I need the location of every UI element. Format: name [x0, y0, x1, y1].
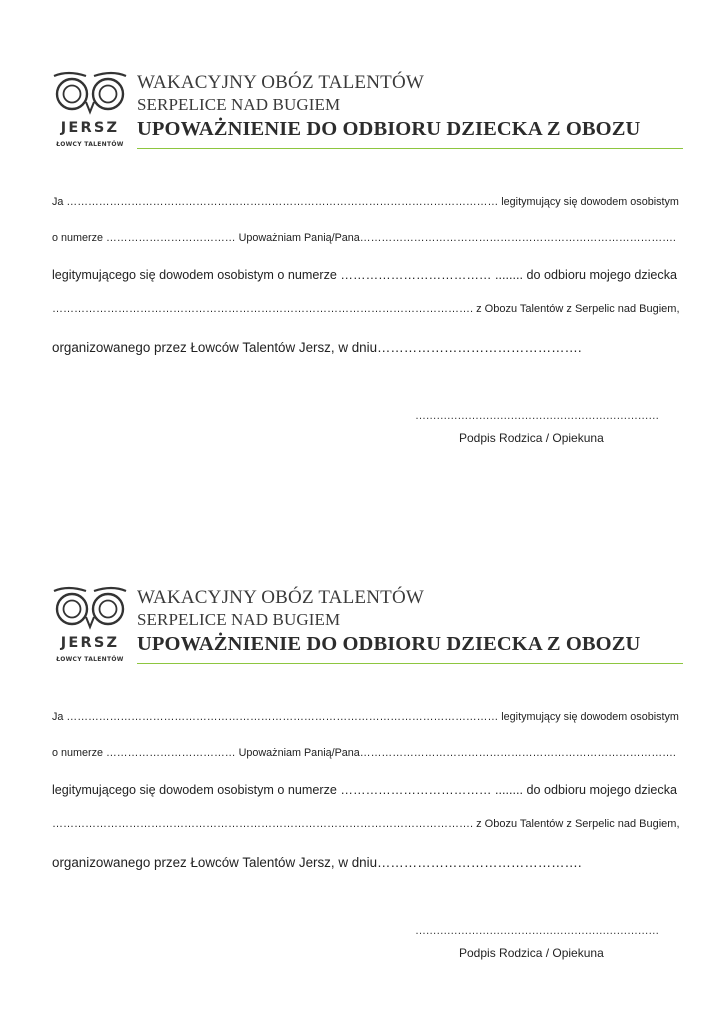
camp-location: SERPELICE NAD BUGIEM — [137, 610, 341, 629]
owl-eyes-icon — [52, 68, 128, 120]
form-line-parent-name: Ja ………………………………………………………………………………………………………… legitymujący się dowodem osobistym — [52, 196, 679, 208]
owl-eyes-icon — [52, 583, 128, 635]
camp-name: WAKACYJNY OBÓZ TALENTÓW — [137, 587, 424, 608]
form-line-id-number: legitymującego się dowodem osobistym o numerze ……………………………… ........ do odbioru mojego dziecka — [52, 783, 678, 797]
signature-line: …………………………………………………………… — [415, 925, 659, 937]
authorization-form-1 — [0, 0, 725, 460]
form-title: UPOWAŻNIENIE DO ODBIORU DZIECKA Z OBOZU — [137, 633, 641, 655]
jersz-logo — [52, 583, 128, 669]
signature-label: Podpis Rodzica / Opiekuna — [459, 946, 604, 960]
form-line-child-name: ……………………………………………………………………………………………………. z Obozu Talentów z Serpelic nad Bugiem, — [52, 303, 680, 315]
camp-name: WAKACYJNY OBÓZ TALENTÓW — [137, 72, 424, 93]
authorization-form-2 — [0, 515, 725, 975]
form-line-child-name: ……………………………………………………………………………………………………. z Obozu Talentów z Serpelic nad Bugiem, — [52, 818, 680, 830]
signature-line: …………………………………………………………… — [415, 410, 659, 422]
camp-location: SERPELICE NAD BUGIEM — [137, 95, 341, 114]
signature-label: Podpis Rodzica / Opiekuna — [459, 431, 604, 445]
logo-subtitle: ŁOWCY TALENTÓW — [56, 141, 124, 148]
form-line-authorized-person: o numerze ……………………………… Upoważniam Panią/Pana……………………………………………………………………………. — [52, 232, 676, 244]
form-line-authorized-person: o numerze ……………………………… Upoważniam Panią/Pana……………………………………………………………………………. — [52, 747, 676, 759]
jersz-logo — [52, 68, 128, 154]
logo-wordmark: JERSZ — [60, 120, 120, 136]
logo-subtitle: ŁOWCY TALENTÓW — [56, 656, 124, 663]
form-line-date: organizowanego przez Łowców Talentów Jersz, w dniu………………………………………. — [52, 855, 582, 870]
form-line-id-number: legitymującego się dowodem osobistym o numerze ……………………………… ........ do odbioru mojego dziecka — [52, 268, 678, 282]
title-underline — [137, 663, 683, 664]
title-underline — [137, 148, 683, 149]
logo-wordmark: JERSZ — [60, 635, 120, 651]
form-line-parent-name: Ja ………………………………………………………………………………………………………… legitymujący się dowodem osobistym — [52, 711, 679, 723]
form-line-date: organizowanego przez Łowców Talentów Jersz, w dniu………………………………………. — [52, 340, 582, 355]
form-title: UPOWAŻNIENIE DO ODBIORU DZIECKA Z OBOZU — [137, 118, 641, 140]
